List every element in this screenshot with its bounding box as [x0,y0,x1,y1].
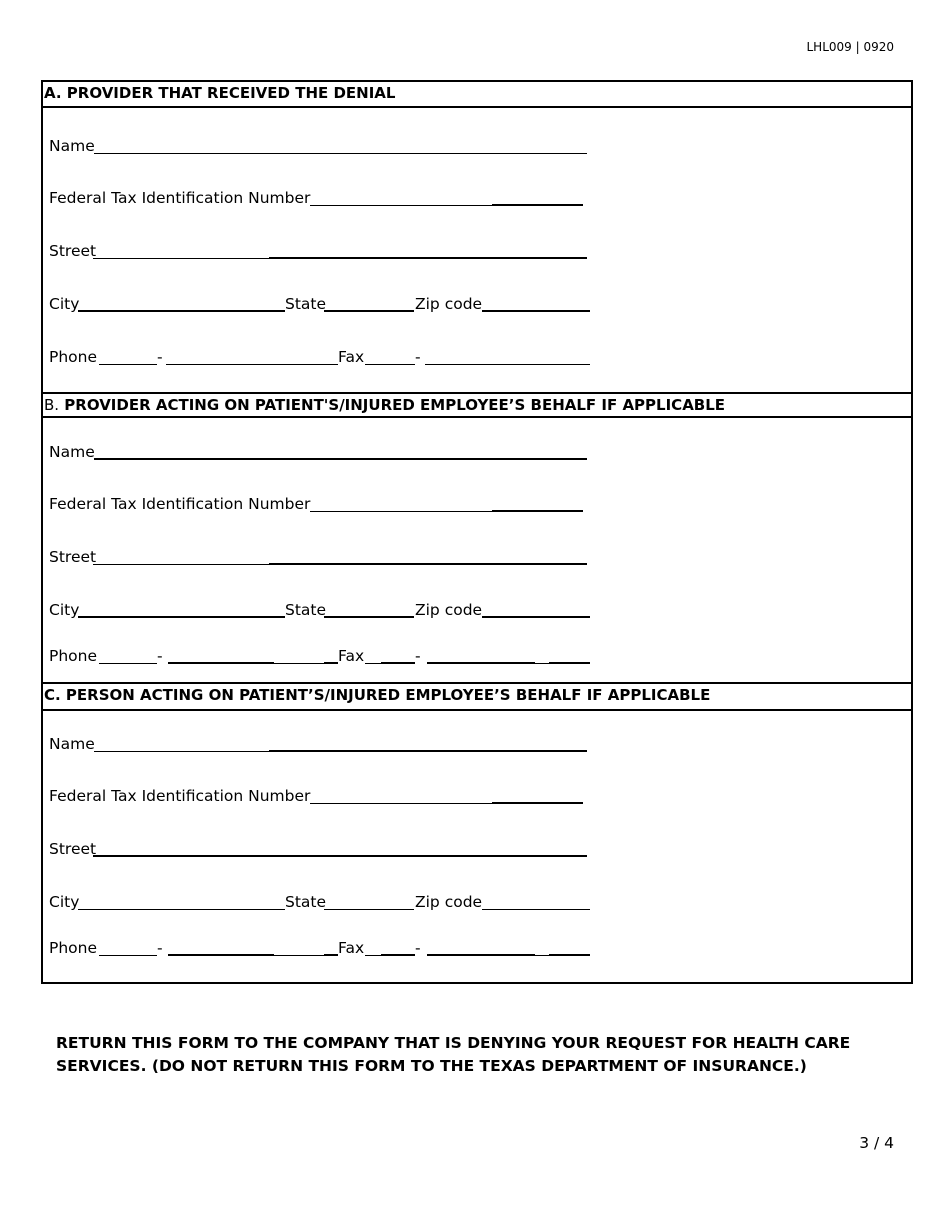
section-c-header [43,682,911,711]
ftin-label: Federal Tax Identification Number [49,189,311,207]
section-b-phone-fax[interactable] [49,646,609,666]
section-a-title: A. PROVIDER THAT RECEIVED THE DENIAL [44,84,396,102]
name-input-line-bold[interactable] [269,750,587,752]
phone-label: Phone [49,348,98,366]
phone-area-line[interactable] [99,364,157,365]
street-label: Street [49,548,97,566]
phone-number-line[interactable] [274,955,324,956]
name-input-line[interactable] [94,751,269,752]
section-a-ftin-field[interactable] [49,188,609,208]
section-b-ftin-field[interactable] [49,494,609,514]
name-label: Name [49,443,95,461]
phone-area-line[interactable] [99,955,157,956]
document-id: LHL009 | 0920 [806,40,894,54]
zip-label: Zip code [415,893,483,911]
section-c-street-field[interactable] [49,839,609,859]
phone-label: Phone [49,939,98,957]
phone-number-line-bold[interactable] [168,954,274,956]
fax-number-line-bold[interactable] [427,954,535,956]
ftin-input-line-bold[interactable] [492,802,583,804]
city-input-line[interactable] [78,310,285,312]
ftin-input-line-bold[interactable] [492,204,583,206]
section-a-header [43,82,911,108]
phone-number-line[interactable] [166,364,338,365]
fax-number-line[interactable] [535,663,549,664]
fax-area-line[interactable] [365,955,381,956]
name-input-line[interactable] [94,153,587,154]
state-input-line[interactable] [324,909,414,910]
fax-area-line[interactable] [365,364,415,365]
section-b-prefix: B. [44,396,60,414]
ftin-input-line[interactable] [310,803,492,804]
phone-number-line[interactable] [274,663,324,664]
phone-label: Phone [49,647,98,665]
city-label: City [49,893,80,911]
ftin-input-line-bold[interactable] [492,510,583,512]
phone-number-line-bold[interactable] [168,662,274,664]
page-number: 3 / 4 [859,1134,894,1152]
fax-number-line-end[interactable] [549,954,590,956]
section-b-city-state-zip[interactable] [49,600,609,620]
section-a-street-field[interactable] [49,241,609,261]
section-c-phone-fax[interactable] [49,938,609,958]
section-a-name-field[interactable] [49,136,609,156]
fax-number-line[interactable] [535,955,549,956]
fax-area-line-bold[interactable] [381,662,415,664]
section-b-header [43,392,911,418]
fax-area-line-bold[interactable] [381,954,415,956]
street-label: Street [49,840,97,858]
fax-label: Fax [338,939,365,957]
ftin-input-line[interactable] [310,511,492,512]
name-label: Name [49,735,95,753]
section-a-city-state-zip[interactable] [49,294,609,314]
section-c-name-field[interactable] [49,734,609,754]
city-label: City [49,601,80,619]
phone-dash: - [157,348,163,366]
street-input-line[interactable] [93,855,587,857]
section-c-ftin-field[interactable] [49,786,609,806]
zip-label: Zip code [415,601,483,619]
fax-number-line-bold[interactable] [427,662,535,664]
name-label: Name [49,137,95,155]
zip-input-line[interactable] [482,310,590,312]
street-input-line-bold[interactable] [269,257,587,259]
phone-dash: - [157,939,163,957]
street-input-line[interactable] [93,258,269,259]
fax-dash: - [415,939,421,957]
zip-label: Zip code [415,295,483,313]
phone-number-line-end[interactable] [324,954,338,956]
fax-dash: - [415,647,421,665]
zip-input-line[interactable] [482,909,590,910]
city-label: City [49,295,80,313]
section-b-name-field[interactable] [49,442,609,462]
state-input-line[interactable] [324,310,414,312]
ftin-input-line[interactable] [310,205,492,206]
ftin-label: Federal Tax Identification Number [49,787,311,805]
fax-dash: - [415,348,421,366]
phone-dash: - [157,647,163,665]
state-label: State [285,601,327,619]
name-input-line[interactable] [94,458,587,460]
fax-area-line[interactable] [365,663,381,664]
ftin-label: Federal Tax Identification Number [49,495,311,513]
street-input-line-bold[interactable] [269,563,587,565]
state-label: State [285,295,327,313]
city-input-line[interactable] [78,909,285,910]
state-label: State [285,893,327,911]
fax-number-line[interactable] [425,364,590,365]
phone-number-line-end[interactable] [324,662,338,664]
street-input-line[interactable] [93,564,269,565]
city-input-line[interactable] [78,616,285,618]
fax-label: Fax [338,348,365,366]
state-input-line[interactable] [324,616,414,618]
section-c-city-state-zip[interactable] [49,892,609,912]
fax-number-line-end[interactable] [549,662,590,664]
provider-info-form [41,80,913,984]
return-instructions: RETURN THIS FORM TO THE COMPANY THAT IS DENYING YOUR REQUEST FOR HEALTH CARE SERVICES. (DO NOT RETURN THIS FORM TO THE TEXAS DEPARTMENT OF INSURANCE.) [56,1034,851,1075]
phone-area-line[interactable] [99,663,157,664]
section-a-phone-fax[interactable] [49,347,609,367]
section-c-title: C. PERSON ACTING ON PATIENT’S/INJURED EMPLOYEE’S BEHALF IF APPLICABLE [44,686,711,704]
street-label: Street [49,242,97,260]
zip-input-line[interactable] [482,616,590,618]
fax-label: Fax [338,647,365,665]
section-b-title: PROVIDER ACTING ON PATIENT'S/INJURED EMPLOYEE’S BEHALF IF APPLICABLE [64,396,726,414]
section-b-street-field[interactable] [49,547,609,567]
